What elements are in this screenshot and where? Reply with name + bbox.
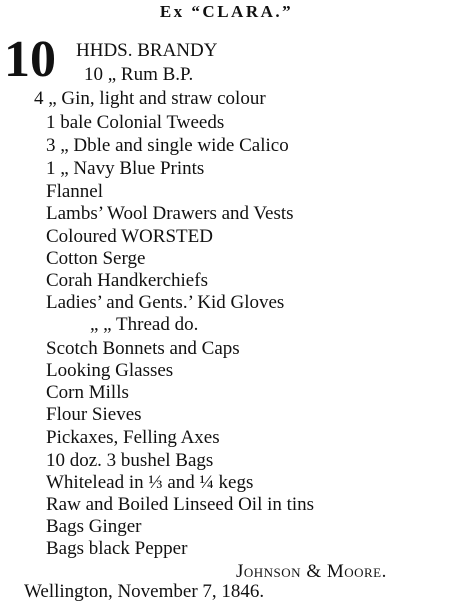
list-item: 1 bale Colonial Tweeds <box>46 112 225 133</box>
list-item: Ladies’ and Gents.’ Kid Gloves <box>46 292 285 313</box>
list-item: Bags black Pepper <box>46 538 188 559</box>
list-item: Scotch Bonnets and Caps <box>46 338 240 359</box>
list-item: Whitelead in ⅓ and ¼ kegs <box>46 472 254 493</box>
list-item: Coloured WORSTED <box>46 226 213 247</box>
list-item: Corn Mills <box>46 382 129 403</box>
ship-title: Ex “CLARA.” <box>159 2 294 21</box>
dateline: Wellington, November 7, 1846. <box>24 581 265 602</box>
list-item: Flannel <box>46 181 103 202</box>
list-item: 4 „ Gin, light and straw colour <box>34 88 266 109</box>
list-item: 10 „ Rum B.P. <box>84 64 194 85</box>
list-item: 3 „ Dble and single wide Calico <box>46 135 289 156</box>
signature: Johnson & Moore. <box>236 561 387 582</box>
list-item: 1 „ Navy Blue Prints <box>46 158 205 179</box>
quantity-number: 10 <box>4 31 56 88</box>
list-item: Pickaxes, Felling Axes <box>46 427 220 448</box>
list-item: 10 doz. 3 bushel Bags <box>46 450 214 471</box>
list-item: Cotton Serge <box>46 248 146 269</box>
list-item: Looking Glasses <box>46 360 174 381</box>
list-item: „ „ Thread do. <box>90 314 199 335</box>
first-line: HHDS. BRANDY <box>76 40 218 61</box>
list-item: Raw and Boiled Linseed Oil in tins <box>46 494 315 515</box>
list-item: Lambs’ Wool Drawers and Vests <box>46 203 294 224</box>
list-item: Flour Sieves <box>46 404 142 425</box>
list-item: Corah Handkerchiefs <box>46 270 208 291</box>
list-item: Bags Ginger <box>46 516 142 537</box>
